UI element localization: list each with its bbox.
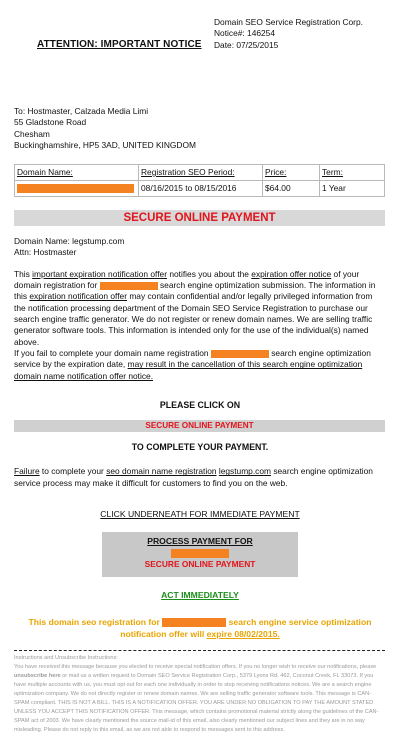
text: to complete your xyxy=(39,466,107,477)
redaction-block xyxy=(17,184,134,193)
cell-price: $64.00 xyxy=(263,181,320,197)
secure-payment-banner[interactable]: SECURE ONLINE PAYMENT xyxy=(14,210,385,226)
redaction-block xyxy=(162,618,226,627)
text: search engine service optimization notification offer will xyxy=(120,616,372,639)
recipient-address xyxy=(14,106,386,151)
address-to: To: Hostmaster, Calzada Media Limi xyxy=(14,106,149,116)
table-header-row xyxy=(15,165,385,181)
text: notifies you about the xyxy=(167,268,252,279)
domain-name-line: Domain Name: legstump.com xyxy=(14,236,125,247)
expiration-notice-link[interactable]: expiration offer notice xyxy=(251,268,332,279)
process-payment-title: PROCESS PAYMENT FOR xyxy=(147,536,253,547)
expiration-offer-link[interactable]: expiration notification offer xyxy=(29,291,127,302)
attn-line: Attn: Hostmaster xyxy=(14,247,77,258)
table-row xyxy=(15,181,385,197)
address-street: 55 Gladstone Road xyxy=(14,117,87,128)
text: This xyxy=(14,268,33,279)
fine-print xyxy=(14,654,386,735)
notice-header xyxy=(14,0,386,66)
text: search engine optimization service process may make it difficult for customers to find you on the web. xyxy=(14,466,373,488)
text: If you fail to complete your domain name registration xyxy=(14,348,211,359)
fine-print-title: Instructions and Unsubscribe Instructions: xyxy=(14,654,118,661)
text: or mail us a written request to Domain SEO Service Registration Corp., 5379 Lyons Rd. 462, Coconut Creek, FL 33073. If you have multiple accounts with us, you must opt out for each one individually in order to stop receiving notifications notices. We are a search engine optimization company. We do not directly register or renew domain names. We are selling traffic generator software tools. This message is CAN-SPAM compliant. THIS IS NOT A BILL. THIS IS A NOTIFICATION OFFER. YOU ARE UNDER NO OBLIGATION TO PAY THE AMOUNT STATED UNLESS YOU ACCEPT THIS NOTIFICATION OFFER. This message, which contains promotional material strictly along the guidelines of the CAN-SPAM act of 2003. We have clearly mentioned the source mail-id of this email, also clearly mentioned our subject lines and they are in no way misleading. Please do not reply to this email, as we are not able to respond to messages sent to this address. xyxy=(14,672,379,734)
company-name: Domain SEO Service Registration Corp. xyxy=(214,17,363,27)
expire-date-link[interactable]: expire 08/02/2015. xyxy=(206,628,280,639)
important-offer-link[interactable]: important expiration notification offer xyxy=(32,268,168,279)
text: of your domain registration for xyxy=(14,268,360,291)
divider xyxy=(14,650,385,651)
cell-period: 08/16/2015 to 08/15/2016 xyxy=(139,181,263,197)
cell-domain-redacted xyxy=(15,181,139,197)
company-block xyxy=(214,17,363,51)
cell-term: 1 Year xyxy=(320,181,385,197)
redaction-block xyxy=(171,549,229,558)
text: search engine optimization service by the expiration date, xyxy=(14,348,371,370)
col-price: Price: xyxy=(263,165,320,181)
text: This domain seo registration for xyxy=(28,616,163,627)
text: search engine optimization submission. The information in this xyxy=(14,280,376,302)
domain-link[interactable]: legstump.com xyxy=(218,466,271,477)
seo-registration-link[interactable]: seo domain name registration xyxy=(106,466,217,477)
please-click-label: PLEASE CLICK ON xyxy=(159,400,241,411)
col-term: Term: xyxy=(320,165,385,181)
click-underneath-link[interactable]: CLICK UNDERNEATH FOR IMMEDIATE PAYMENT xyxy=(100,509,300,520)
expiration-note xyxy=(14,616,386,640)
address-region: Buckinghamshire, HP5 3AD, UNITED KINGDOM xyxy=(14,139,196,150)
payment-call-to-action xyxy=(14,400,386,453)
address-city: Chesham xyxy=(14,128,50,139)
process-payment-button[interactable] xyxy=(102,532,298,577)
failure-paragraph xyxy=(14,466,386,489)
col-period: Registration SEO Period: xyxy=(139,165,263,181)
act-immediately-link[interactable]: ACT IMMEDIATELY xyxy=(161,590,239,601)
domain-info xyxy=(14,236,386,259)
secure-payment-link[interactable]: SECURE ONLINE PAYMENT xyxy=(14,420,385,432)
registration-table xyxy=(14,164,385,197)
payment-section xyxy=(14,509,386,602)
notice-paragraph xyxy=(14,269,386,382)
pay-redaction-row xyxy=(102,548,298,559)
attention-heading: ATTENTION: IMPORTANT NOTICE xyxy=(37,39,202,50)
failure-link[interactable]: Failure xyxy=(14,466,40,477)
cancellation-link[interactable]: may result in the cancellation of this search engine optimization domain name notification offer notice. xyxy=(14,359,363,381)
unsubscribe-link[interactable]: unsubscribe here xyxy=(14,672,61,679)
complete-payment-label: TO COMPLETE YOUR PAYMENT. xyxy=(131,441,269,452)
col-domain-name: Domain Name: xyxy=(15,165,139,181)
text: may contain confidential and/or legally privileged information from the notification processing department of the Domain SEO Service Registration to purchase our search engine traffic generator. We do not register or renew domain names. We are selling traffic generator software tools. This information is intended only for the use of the individual(s) named above. xyxy=(14,291,373,347)
process-payment-sub: SECURE ONLINE PAYMENT xyxy=(144,558,256,569)
redaction-block xyxy=(100,282,158,290)
fine-print-body xyxy=(14,663,386,735)
notice-date: Date: 07/25/2015 xyxy=(214,39,279,50)
notice-number: Notice#: 146254 xyxy=(214,28,275,39)
redaction-block xyxy=(211,350,269,358)
text: You have received this message because you elected to receive special notification offers. If you no longer wish to receive our notifications, please xyxy=(14,663,377,670)
